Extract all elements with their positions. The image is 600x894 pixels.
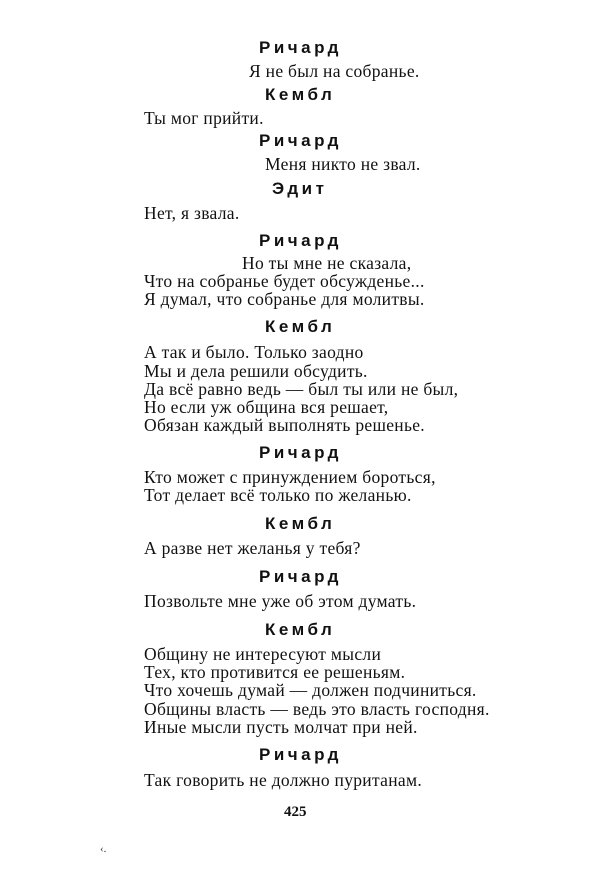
speaker-name: Кембл [265,620,336,639]
verse-line: Ты мог прийти. [144,108,264,128]
speaker-name: Ричард [259,131,342,150]
speaker-name: Эдит [272,179,328,198]
verse-line: Я не был на собранье. [249,61,420,81]
speaker-name: Ричард [259,443,342,462]
verse-line: Общину не интересуют мысли [144,644,382,664]
speaker-name: Ричард [259,567,342,586]
verse-line: Общины власть — ведь это власть господня. [144,699,490,719]
verse-line: Что хочешь думай — должен подчиниться. [144,680,477,700]
speaker-name: Ричард [259,231,342,250]
speaker-name: Кембл [265,514,336,533]
verse-line: Тех, кто противится ее решеньям. [144,662,406,682]
speaker-name: Ричард [259,745,342,764]
verse-line: Что на собранье будет обсужденье... [144,271,425,291]
verse-line: Но ты мне не сказала, [242,253,412,273]
verse-line: Иные мысли пусть молчат при ней. [144,717,418,737]
verse-line: А так и было. Только заодно [144,342,364,362]
verse-line: Позвольте мне уже об этом думать. [144,591,417,611]
verse-line: Обязан каждый выполнять решенье. [144,415,425,435]
speaker-name: Ричард [259,38,342,57]
verse-line: Кто может с принуждением бороться, [144,467,436,487]
verse-line: Я думал, что собранье для молитвы. [144,289,425,309]
page-number: 425 [284,804,307,820]
speaker-name: Кембл [265,85,336,104]
verse-line: Нет, я звала. [144,203,240,223]
verse-line: А разве нет желанья у тебя? [144,538,361,558]
verse-line: Так говорить не должно пуританам. [144,770,422,790]
verse-line: Но если уж община вся решает, [144,397,389,417]
verse-line: Да всё равно ведь — был ты или не был, [144,379,459,399]
verse-line: Мы и дела решили обсудить. [144,361,368,381]
speaker-name: Кембл [265,317,336,336]
verse-line: Меня никто не звал. [265,154,421,174]
verse-line: Тот делает всё только по желанью. [144,485,412,505]
corner-mark: ‹. [100,843,107,855]
